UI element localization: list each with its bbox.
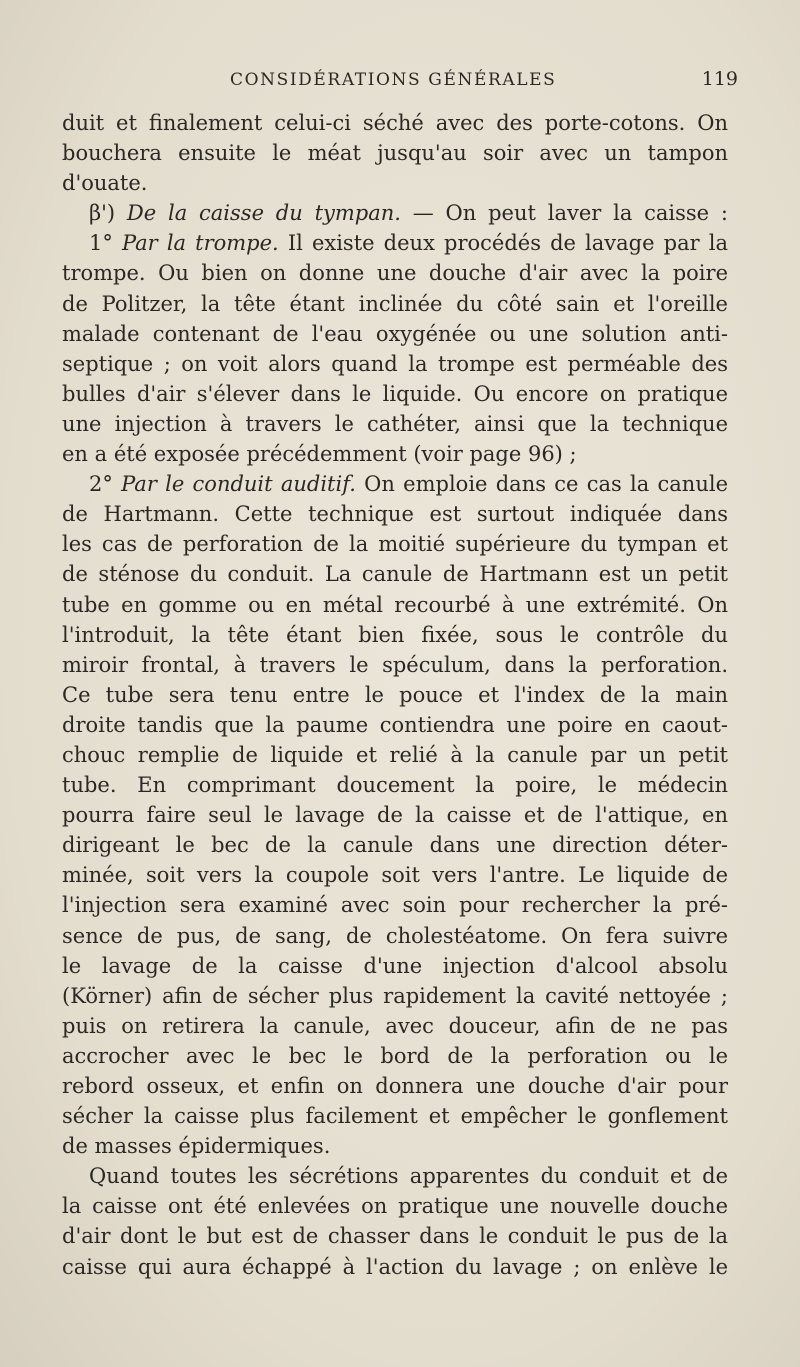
text-line: de Hartmann. Cette technique est surtout indiquée dans bbox=[62, 502, 728, 527]
text-line: chouc remplie de liquide et relié à la canule par un petit bbox=[62, 742, 728, 767]
running-title: CONSIDÉRATIONS GÉNÉRALES bbox=[230, 70, 557, 90]
text-line: rebord osseux, et enfin on donnera une douche d'air pour bbox=[62, 1074, 728, 1098]
text-line: tube en gomme ou en métal recourbé à une extrémité. On bbox=[62, 592, 728, 617]
page-header bbox=[62, 66, 738, 96]
text-line: caisse qui aura échappé à l'action du lavage ; on enlève le bbox=[62, 1254, 728, 1279]
text-line bbox=[62, 228, 728, 258]
text-line: septique ; on voit alors quand la trompe est perméable des bbox=[62, 351, 728, 376]
text-line: sence de pus, de sang, de cholestéatome. On fera suivre bbox=[62, 923, 728, 948]
text-line: trompe. Ou bien on donne une douche d'air avec la poire bbox=[62, 261, 728, 286]
text-line bbox=[62, 198, 728, 228]
text-line: en a été exposée précédemment (voir page 96) ; bbox=[62, 442, 577, 467]
section-marker: β') bbox=[89, 201, 127, 226]
text-line: minée, soit vers la coupole soit vers l'antre. Le liquide de bbox=[62, 863, 728, 888]
section-heading: De la caisse du tympan. bbox=[126, 201, 401, 226]
text-line: Ce tube sera tenu entre le pouce et l'index de la main bbox=[62, 682, 728, 707]
text-line: puis on retirera la canule, avec douceur, afin de ne pas bbox=[62, 1013, 728, 1038]
text-line bbox=[62, 469, 728, 499]
text-line: la caisse ont été enlevées on pratique une nouvelle douche bbox=[62, 1194, 728, 1219]
text-fragment: On emploie dans ce cas la canule bbox=[355, 472, 728, 497]
text-line: de masses épidermiques. bbox=[62, 1134, 331, 1159]
text-line: miroir frontal, à travers le spéculum, dans la perforation. bbox=[62, 652, 728, 677]
text-line: les cas de perforation de la moitié supérieure du tympan et bbox=[62, 532, 728, 557]
item-heading: Par le conduit auditif. bbox=[121, 472, 356, 497]
page-number: 119 bbox=[701, 68, 738, 90]
text-line: une injection à travers le cathéter, ainsi que la technique bbox=[62, 411, 728, 436]
text-line: tube. En comprimant doucement la poire, le médecin bbox=[62, 773, 728, 798]
text-line: l'injection sera examiné avec soin pour rechercher la pré- bbox=[62, 893, 728, 918]
text-line: sécher la caisse plus facilement et empêcher le gonflement bbox=[62, 1104, 728, 1129]
text-fragment: Il existe deux procédés de lavage par la bbox=[278, 231, 728, 256]
text-line: (Körner) afin de sécher plus rapidement la cavité nettoyée ; bbox=[62, 983, 728, 1008]
text-line: duit et finalement celui-ci séché avec des porte-cotons. On bbox=[62, 111, 728, 135]
text-line: bouchera ensuite le méat jusqu'au soir avec un tampon bbox=[62, 141, 728, 166]
text-line: d'ouate. bbox=[62, 171, 148, 196]
text-line: dirigeant le bec de la canule dans une direction déter- bbox=[62, 833, 728, 858]
text-line: de sténose du conduit. La canule de Hartmann est un petit bbox=[62, 562, 728, 587]
item-number: 1° bbox=[89, 231, 122, 256]
text-line: l'introduit, la tête étant bien fixée, sous le contrôle du bbox=[62, 622, 728, 647]
body-text bbox=[62, 108, 728, 1282]
item-number: 2° bbox=[89, 472, 122, 497]
text-line: de Politzer, la tête étant inclinée du côté sain et l'oreille bbox=[62, 291, 728, 316]
item-heading: Par la trompe. bbox=[121, 231, 279, 256]
text-line: le lavage de la caisse d'une injection d'alcool absolu bbox=[62, 953, 728, 978]
text-line: droite tandis que la paume contiendra une poire en caout- bbox=[62, 712, 728, 737]
text-line: pourra faire seul le lavage de la caisse et de l'attique, en bbox=[62, 803, 728, 828]
text-line: d'air dont le but est de chasser dans le conduit le pus de la bbox=[62, 1224, 728, 1249]
text-line: malade contenant de l'eau oxygénée ou une solution anti- bbox=[62, 321, 728, 346]
text-fragment: — On peut laver la caisse : bbox=[400, 201, 728, 226]
text-line: bulles d'air s'élever dans le liquide. Ou encore on pratique bbox=[62, 381, 728, 406]
text-line: Quand toutes les sécrétions apparentes du conduit et de bbox=[89, 1164, 728, 1189]
text-line: accrocher avec le bec le bord de la perforation ou le bbox=[62, 1043, 728, 1068]
